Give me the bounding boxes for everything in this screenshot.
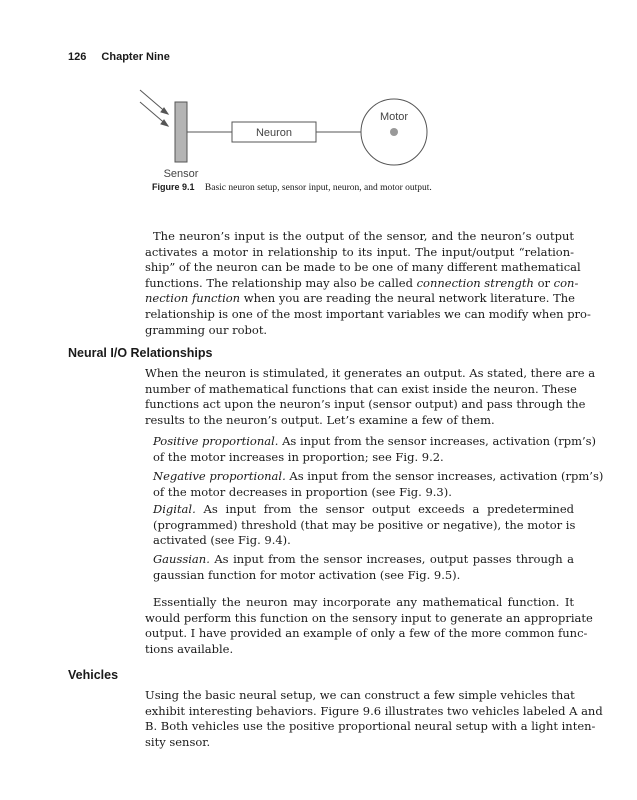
item-term: Gaussian. bbox=[153, 552, 210, 566]
text-line: gramming our robot. bbox=[145, 322, 268, 337]
list-item-gaussian bbox=[153, 552, 574, 583]
text-line: tions available. bbox=[145, 641, 234, 656]
text-line: of the motor increases in proportion; see Fig. 9.2. bbox=[153, 449, 444, 464]
text-line bbox=[153, 502, 574, 518]
text-line: ship” of the neuron can be made to be one of many different mathematical bbox=[145, 260, 581, 275]
text-line: When the neuron is stimulated, it generates an output. As stated, there are a bbox=[145, 366, 596, 380]
sensor-block bbox=[175, 102, 187, 162]
text-segment: As input from the sensor increases, activation (rpm’s) bbox=[282, 434, 597, 448]
figure-9-1-diagram bbox=[68, 85, 468, 180]
text-line: sity sensor. bbox=[145, 734, 211, 749]
text-line bbox=[153, 434, 597, 450]
figure-caption bbox=[152, 182, 432, 193]
text-segment: when you are reading the neural network literature. The bbox=[243, 291, 575, 306]
text-line: of the motor decreases in proportion (see Fig. 9.3). bbox=[153, 484, 452, 499]
paragraph-essentially bbox=[145, 595, 593, 657]
figure-number: Figure 9.1 bbox=[152, 182, 195, 192]
text-line: Using the basic neural setup, we can construct a few simple vehicles that bbox=[145, 688, 575, 702]
sensor-label: Sensor bbox=[163, 168, 199, 180]
text-line: relationship is one of the most important variables we can modify when pro- bbox=[145, 306, 591, 321]
text-line: activates a motor in relationship to its input. The input/output “relation- bbox=[145, 244, 574, 259]
paragraph-neuron-stimulated bbox=[145, 366, 596, 428]
text-line: number of mathematical functions that can exist inside the neuron. These bbox=[145, 381, 577, 396]
text-line: activated (see Fig. 9.4). bbox=[153, 533, 291, 548]
text-segment: As input from the sensor increases, output passes through a bbox=[214, 552, 574, 566]
italic-term: connection strength bbox=[416, 275, 534, 290]
item-term: Positive proportional. bbox=[153, 434, 279, 448]
section-heading-vehicles: Vehicles bbox=[68, 668, 119, 682]
list-item-digital bbox=[153, 502, 574, 549]
text-line bbox=[145, 291, 574, 307]
text-line bbox=[145, 275, 579, 292]
text-line bbox=[153, 552, 574, 568]
text-line: B. Both vehicles use the positive proportional neural setup with a light inten- bbox=[145, 719, 596, 734]
text-segment: or bbox=[537, 275, 551, 290]
text-line: would perform this function on the sensory input to generate an appropriate bbox=[145, 610, 593, 625]
italic-term: con- bbox=[553, 275, 579, 290]
list-item-negative-proportional bbox=[153, 469, 604, 500]
page-number: 126 bbox=[68, 51, 87, 63]
item-term: Negative proportional. bbox=[153, 469, 286, 483]
chapter-title: Chapter Nine bbox=[101, 51, 170, 63]
item-term: Digital. bbox=[153, 502, 196, 516]
text-line: output. I have provided an example of only a few of the more common func- bbox=[145, 626, 588, 641]
text-segment: As input from the sensor output exceeds a predetermined bbox=[203, 502, 574, 516]
text-segment: functions. The relationship may also be called bbox=[145, 275, 413, 290]
text-line: (programmed) threshold (that may be positive or negative), the motor is bbox=[153, 517, 576, 532]
text-line: gaussian function for motor activation (see Fig. 9.5). bbox=[153, 567, 461, 582]
text-line: Essentially the neuron may incorporate any mathematical function. It bbox=[153, 595, 574, 609]
neuron-label: Neuron bbox=[255, 127, 293, 139]
paragraph-vehicles bbox=[145, 688, 603, 750]
text-line: exhibit interesting behaviors. Figure 9.6 illustrates two vehicles labeled A and bbox=[145, 703, 603, 718]
list-item-positive-proportional bbox=[153, 434, 597, 465]
motor-shaft bbox=[390, 128, 398, 136]
text-line: results to the neuron’s output. Let’s examine a few of them. bbox=[145, 412, 495, 427]
paragraph-neuron-input bbox=[145, 229, 591, 338]
figure-caption-text: Basic neuron setup, sensor input, neuron, and motor output. bbox=[204, 183, 432, 193]
text-line: The neuron’s input is the output of the sensor, and the neuron’s output bbox=[153, 229, 574, 243]
italic-term: nection function bbox=[145, 291, 241, 306]
text-segment: As input from the sensor increases, activation (rpm’s) bbox=[289, 469, 604, 483]
motor-label: Motor bbox=[379, 111, 409, 123]
section-heading-neural-io: Neural I/O Relationships bbox=[68, 346, 213, 360]
text-line bbox=[153, 469, 604, 485]
running-header bbox=[68, 51, 170, 63]
text-line: functions act upon the neuron’s input (sensor output) and pass through the bbox=[145, 397, 586, 412]
light-rays bbox=[140, 90, 168, 126]
